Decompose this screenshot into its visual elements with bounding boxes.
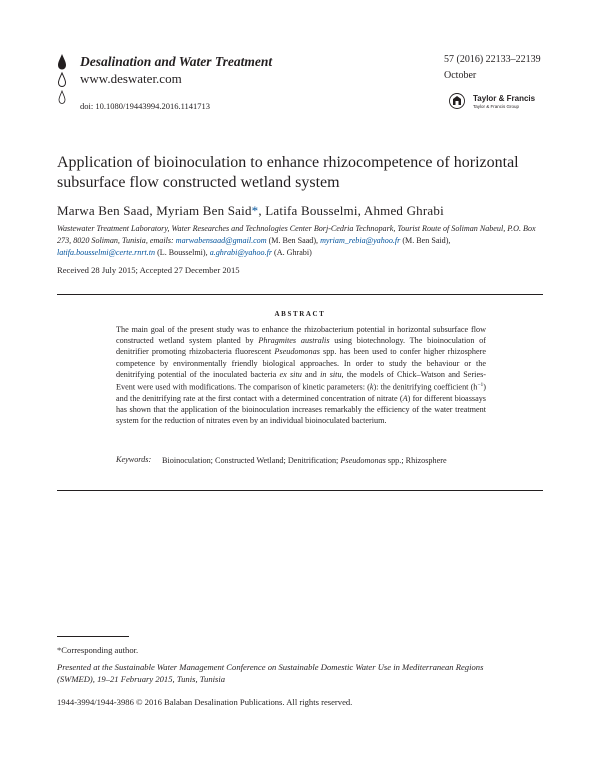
conference-note: Presented at the Sustainable Water Management Conference on Sustainable Domestic Water Use in Mediterranean Regions (SWMED), 19–21 February 2015, Tunis, Tunisia	[57, 662, 484, 684]
publisher-name: Taylor & Francis	[473, 94, 536, 103]
publisher-group: Taylor & Francis Group	[473, 104, 520, 109]
journal-title: Desalination and Water Treatment	[80, 54, 273, 69]
divider-top	[57, 294, 543, 295]
corresponding-author-mark[interactable]: *	[251, 203, 259, 218]
author-email-link[interactable]: latifa.bousselmi@certe.rnrt.tn	[57, 248, 156, 257]
author-name: Ahmed Ghrabi	[363, 203, 444, 218]
author-name: Marwa Ben Saad	[57, 203, 150, 218]
corresponding-author-note: *Corresponding author.	[57, 645, 139, 655]
abstract-heading: ABSTRACT	[274, 310, 326, 318]
journal-website[interactable]: www.deswater.com	[80, 71, 182, 86]
author-email-link[interactable]: myriam_rebia@yahoo.fr	[320, 236, 401, 245]
divider-bottom	[57, 490, 543, 491]
doi[interactable]: doi: 10.1080/19443994.2016.1141713	[80, 101, 211, 111]
abstract-text: The main goal of the present study was to enhance the rhizobacterium potential in horizontal subsurface flow constructed wetland system planted by Phragmites australis using biotechnology. The bioinoculation of denitrifier promoting rhizobacteria fluorescent Pseudomonas spp. has been used to confer higher rhizosphere competence by environmentally friendly biological approaches. In order to study the behaviour or the denitrifying potential of the inoculated bacteria ex situ and in situ, the models of Chick–Watson and Series-Event were used with modifications. The comparison of kinetic parameters: (k): the denitrifying coefficient $(h^{-1})$ and the denitrifying rate at the first contact with a determined concentration of nitrate (A) for different bioassays has shown that the application of the bioinoculation increases remarkably the efficiency of the water treatment system for the reduction of nitrates even by an individual bioinoculated bacterium.	[116, 325, 486, 426]
received-accepted-dates: Received 28 July 2015; Accepted 27 December 2015	[57, 265, 240, 275]
article-title: Application of bioinoculation to enhance rhizocompetence of horizontal subsurface flow constructed wetland system	[57, 154, 519, 191]
author-email-link[interactable]: marwabensaad@gmail.com	[175, 236, 267, 245]
author-email-link[interactable]: a.ghrabi@yahoo.fr	[209, 248, 272, 257]
author-list: Marwa Ben Saad, Myriam Ben Said*, Latifa Bousselmi, Ahmed Ghrabi	[57, 203, 444, 218]
affiliation: Wastewater Treatment Laboratory, Water Researches and Technologies Center Borj-Cedria Technopark, Tourist Route of Soliman Nabeul, P.O. Box 273, 8020 Soliman, Tunisia, emails: marwabensaad@gmail.com (M. Ben Saad), myriam_rebia@yahoo.fr (M. Ben Said), latifa.bousselmi@certe.rnrt.tn (L. Bousselmi), a.ghrabi@yahoo.fr (A. Ghrabi)	[57, 224, 536, 257]
footnote-rule	[57, 636, 129, 637]
keywords-label: Keywords:	[116, 455, 152, 464]
copyright-line: 1944-3994/1944-3986 © 2016 Balaban Desalination Publications. All rights reserved.	[57, 697, 353, 707]
author-name: Myriam Ben Said	[156, 203, 252, 218]
volume-pages: 57 (2016) 22133–22139	[444, 54, 541, 65]
journal-drops-logo	[55, 54, 69, 112]
keywords-list: Bioinoculation; Constructed Wetland; Denitrification; Pseudomonas spp.; Rhizosphere	[162, 456, 447, 465]
author-name: Latifa Bousselmi	[265, 203, 358, 218]
issue-month: October	[444, 70, 477, 81]
